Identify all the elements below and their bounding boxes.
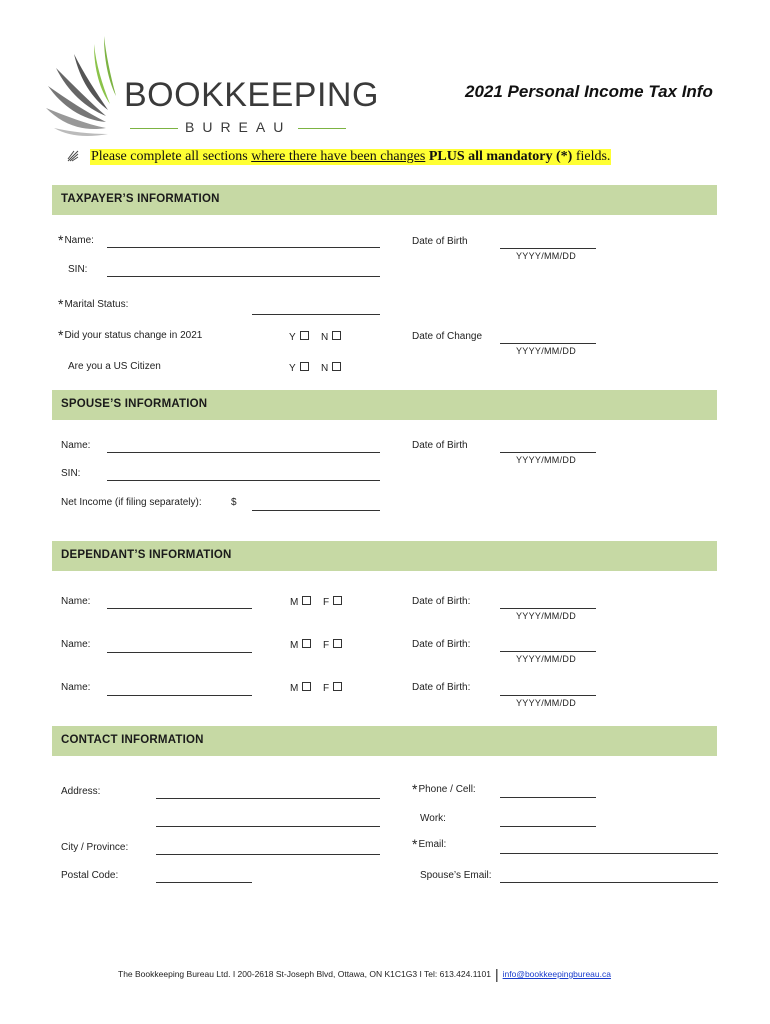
dependant-3-male-checkbox[interactable]: M [290, 682, 311, 694]
dependant-3-name-field[interactable] [107, 695, 252, 696]
status-change-no-checkbox[interactable]: N [321, 331, 341, 343]
us-citizen-yes-checkbox[interactable]: Y [289, 362, 309, 374]
contact-section-header [52, 726, 717, 756]
taxpayer-name-label: *Name: [58, 232, 94, 248]
notice-text-d: fields. [572, 149, 611, 164]
spouse-heading: SPOUSE’S INFORMATION [61, 398, 208, 410]
address-field-2[interactable] [156, 826, 380, 827]
currency-symbol: $ [231, 497, 237, 508]
dependant-2-male-checkbox[interactable]: M [290, 639, 311, 651]
brand-divider-left [130, 128, 178, 129]
net-income-label: Net Income (if filing separately): [61, 497, 202, 508]
dependant-1-dob-format: YYYY/MM/DD [516, 611, 577, 621]
address-field-1[interactable] [156, 798, 380, 799]
dependant-3-name-label: Name: [61, 682, 91, 693]
taxpayer-heading: TAXPAYER’S INFORMATION [61, 193, 220, 205]
spouse-email-label: Spouse’s Email: [420, 870, 492, 881]
footer-email-link[interactable]: info@bookkeepingbureau.ca [502, 969, 611, 979]
dependant-3-dob-label: Date of Birth: [412, 682, 471, 693]
status-change-yes-checkbox[interactable]: Y [289, 331, 309, 343]
phone-field[interactable] [500, 797, 596, 798]
instruction-notice [90, 149, 611, 165]
marital-status-label: *Marital Status: [58, 296, 129, 312]
brand-name: BOOKKEEPING [124, 76, 379, 114]
net-income-field[interactable] [252, 510, 380, 511]
taxpayer-name-field[interactable] [107, 247, 380, 248]
email-label: *Email: [412, 836, 447, 852]
spouse-sin-field[interactable] [107, 480, 380, 481]
notice-text-c: PLUS all mandatory (*) [425, 149, 573, 164]
address-label: Address: [61, 786, 101, 797]
dependant-1-dob-label: Date of Birth: [412, 596, 471, 607]
marital-status-field[interactable] [252, 314, 380, 315]
taxpayer-dob-format: YYYY/MM/DD [516, 251, 577, 261]
taxpayer-dob-label: Date of Birth [412, 236, 468, 247]
spouse-dob-format: YYYY/MM/DD [516, 455, 577, 465]
dependant-heading: DEPENDANT’S INFORMATION [61, 549, 232, 561]
dependant-3-dob-field[interactable] [500, 695, 596, 696]
taxpayer-dob-field[interactable] [500, 248, 596, 249]
brand-divider-right [298, 128, 346, 129]
work-label: Work: [420, 813, 446, 824]
footer-address: The Bookkeeping Bureau Ltd. I 200-2618 St-Joseph Blvd, Ottawa, ON K1C1G3 I Tel: 613.424.1101 [118, 969, 491, 979]
taxpayer-sin-field[interactable] [107, 276, 380, 277]
phone-label: *Phone / Cell: [412, 781, 476, 797]
contact-heading: CONTACT INFORMATION [61, 734, 204, 746]
dependant-2-dob-label: Date of Birth: [412, 639, 471, 650]
dependant-1-name-label: Name: [61, 596, 91, 607]
dependant-2-name-field[interactable] [107, 652, 252, 653]
notice-text-a: Please complete all sections [91, 149, 252, 164]
postal-code-label: Postal Code: [61, 870, 119, 881]
postal-code-field[interactable] [156, 882, 252, 883]
dependant-1-female-checkbox[interactable]: F [323, 596, 342, 608]
date-of-change-field[interactable] [500, 343, 596, 344]
spouse-name-label: Name: [61, 440, 91, 451]
taxpayer-section-header [52, 185, 717, 215]
dependant-3-dob-format: YYYY/MM/DD [516, 698, 577, 708]
dependant-2-dob-field[interactable] [500, 651, 596, 652]
taxpayer-sin-label: SIN: [68, 264, 88, 275]
spouse-dob-label: Date of Birth [412, 440, 468, 451]
form-title: 2021 Personal Income Tax Info [465, 82, 713, 101]
dependant-1-dob-field[interactable] [500, 608, 596, 609]
work-field[interactable] [500, 826, 596, 827]
spouse-dob-field[interactable] [500, 452, 596, 453]
footer [118, 966, 611, 982]
spouse-name-field[interactable] [107, 452, 380, 453]
dependant-3-female-checkbox[interactable]: F [323, 682, 342, 694]
dependant-1-male-checkbox[interactable]: M [290, 596, 311, 608]
date-of-change-format: YYYY/MM/DD [516, 346, 577, 356]
spouse-section-header [52, 390, 717, 420]
status-change-label: *Did your status change in 2021 [58, 327, 203, 343]
footer-separator: | [494, 966, 499, 982]
brand-subtitle: BUREAU [185, 119, 292, 135]
notice-text-b: where there have been changes [251, 149, 426, 164]
us-citizen-no-checkbox[interactable]: N [321, 362, 341, 374]
dependant-2-female-checkbox[interactable]: F [323, 639, 342, 651]
dependant-section-header [52, 541, 717, 571]
us-citizen-label: Are you a US Citizen [68, 361, 161, 372]
date-of-change-label: Date of Change [412, 331, 483, 342]
spouse-email-field[interactable] [500, 882, 718, 883]
logo-leaves-icon [44, 34, 128, 138]
dependant-2-name-label: Name: [61, 639, 91, 650]
spouse-sin-label: SIN: [61, 468, 81, 479]
city-province-field[interactable] [156, 854, 380, 855]
dependant-2-dob-format: YYYY/MM/DD [516, 654, 577, 664]
city-province-label: City / Province: [61, 842, 129, 853]
email-field[interactable] [500, 853, 718, 854]
leaf-bullet-icon [66, 149, 80, 163]
dependant-1-name-field[interactable] [107, 608, 252, 609]
